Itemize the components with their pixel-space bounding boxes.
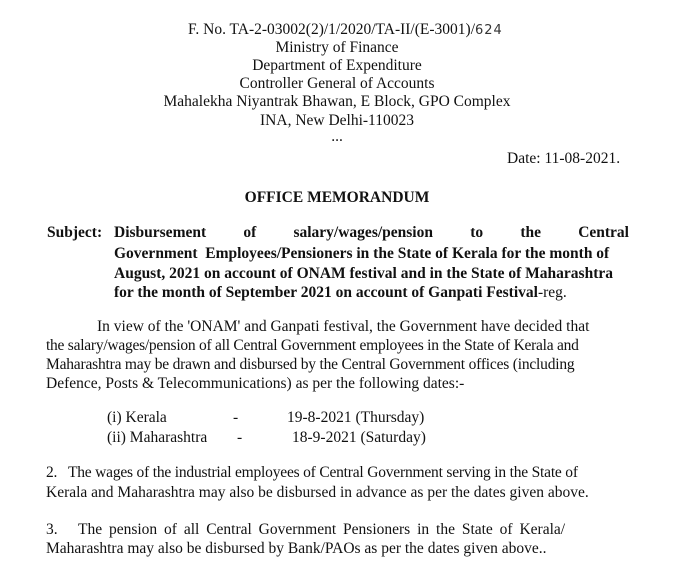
date-dash: -	[233, 409, 239, 426]
subject-first-line	[47, 223, 629, 243]
subject-line-4-suffix: -reg.	[537, 284, 567, 301]
subject-word: to	[470, 224, 484, 241]
address-line-1: Mahalekha Niyantrak Bhawan, E Block, GPO Complex	[163, 93, 511, 110]
para1-line-3: Maharashtra may be drawn and disbursed by the Central Government offices (including	[46, 356, 575, 373]
para3-line-2: Maharashtra may also be disbursed by Bank/PAOs as per the dates given above..	[46, 540, 547, 557]
file-number-handwritten: 624	[475, 23, 503, 38]
department-line: Department of Expenditure	[252, 57, 422, 74]
para1-line-4: Defence, Posts & Telecommunications) as per the following dates:-	[46, 375, 465, 392]
address-line-2: INA, New Delhi-110023	[260, 112, 414, 129]
memo-title: OFFICE MEMORANDUM	[244, 189, 430, 206]
memo-date: Date: 11-08-2021.	[507, 150, 621, 167]
subject-word: salary/wages/pension	[293, 224, 433, 241]
date-dash: -	[237, 429, 243, 446]
controller-line: Controller General of Accounts	[239, 75, 435, 92]
para2-line-1: 2. The wages of the industrial employees of Central Government serving in the State of	[46, 464, 578, 481]
subject-word: the	[520, 224, 541, 241]
subject-word: of	[243, 224, 257, 241]
subject-line-2: Government Employees/Pensioners in the State of Kerala for the month of	[114, 245, 610, 262]
para3-line-1: 3. The pension of all Central Government Pensioners in the State of Kerala/	[46, 521, 566, 538]
subject-label: Subject:	[47, 224, 103, 241]
subject-line-4-text: for the month of September 2021 on account of Ganpati Festival	[114, 284, 538, 301]
file-number-text: F. No. TA-2-03002(2)/1/2020/TA-II/(E-3001)/	[188, 21, 475, 38]
subject-word: Central	[578, 224, 629, 241]
subject-word: Disbursement	[114, 224, 207, 241]
date-label: (i) Kerala	[107, 409, 167, 426]
header-dots: ...	[331, 128, 343, 145]
ministry-line: Ministry of Finance	[275, 39, 399, 56]
subject-first-words	[114, 223, 629, 243]
para1-line-1: In view of the 'ONAM' and Ganpati festival, the Government have decided that	[97, 318, 590, 335]
para1-line-2: the salary/wages/pension of all Central Government employees in the State of Kerala and	[46, 337, 579, 354]
subject-line-3: August, 2021 on account of ONAM festival and in the State of Maharashtra	[114, 265, 614, 282]
date-value: 18-9-2021 (Saturday)	[292, 429, 426, 446]
date-label: (ii) Maharashtra	[107, 429, 208, 446]
para2-line-2: Kerala and Maharashtra may also be disbursed in advance as per the dates given above.	[46, 484, 589, 501]
subject-line-4	[114, 283, 567, 303]
date-value: 19-8-2021 (Thursday)	[287, 409, 425, 426]
